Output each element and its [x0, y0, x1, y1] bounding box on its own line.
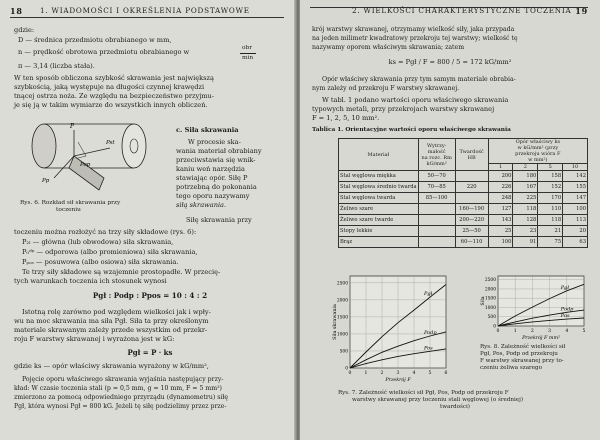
table-row [339, 182, 588, 193]
cell-ks-value: 128 [513, 215, 538, 226]
cell-rm: 50—70 [418, 171, 455, 182]
cell-ks-value: 226 [488, 182, 513, 193]
figure-7-chart [330, 272, 450, 382]
section-line: kaniu weń narzędzia [176, 165, 245, 173]
table-title: Tablica 1. Orientacyjne wartości oporu właściwego skrawania [312, 127, 511, 133]
y-axis-label: Siła skrawania [333, 304, 338, 340]
cell-ks-value: 200 [488, 171, 513, 182]
figure-8-chart [478, 272, 588, 340]
para-line: nym zależy od przekroju F warstwy skrawanej. [312, 85, 460, 92]
force-def: Pₚₒₛ — posuwowa (albo osiowa) siła skrawania. [22, 258, 179, 266]
cell-rm [418, 215, 455, 226]
cell-rm [418, 237, 455, 248]
cell-ks-value: 21 [538, 226, 563, 237]
col-header-f: 5 [538, 164, 563, 171]
table-row [339, 171, 588, 182]
para-line: Te trzy siły składowe są wzajemnie prostopadłe. W przecię- [22, 268, 221, 276]
cell-ks-value: 100 [563, 204, 588, 215]
series-label: Pgł [560, 284, 569, 291]
cell-material: Żeliwo szare [339, 204, 419, 215]
def-line: n — prędkość obrotowa przedmiotu obrabianego w [18, 48, 190, 56]
para-line: toczeniu można rozłożyć na trzy siły składowe (rys. 6): [14, 228, 197, 236]
fig8-caption-line: F warstwy skrawanej przy to- [480, 358, 564, 364]
fig8-caption-line: czeniu żeliwa szarego [480, 365, 542, 371]
cell-ks-value: 118 [513, 204, 538, 215]
fig-label-p: P [70, 123, 75, 130]
x-axis-label: Przekrój F mm² [522, 336, 560, 341]
figure-6-lathe-diagram [14, 116, 164, 196]
y-tick-label: 2500 [336, 281, 348, 287]
cell-ks-value: 110 [538, 204, 563, 215]
y-tick-label: 1000 [336, 332, 348, 338]
cell-ks-value: 100 [488, 237, 513, 248]
col-header-opor: Opór właściwy ks w kG/mm² (przy przekroju wióra F w mm²) [488, 139, 587, 164]
cell-hb: 220 [455, 182, 488, 193]
cell-ks-value: 127 [488, 204, 513, 215]
cell-hb: 25—50 [455, 226, 488, 237]
para-line: Istotną rolę zarówno pod względem wielkości jak i wpły- [22, 308, 211, 316]
col-header-f: 10 [563, 164, 588, 171]
table-row [339, 215, 588, 226]
cell-hb: 160—190 [455, 204, 488, 215]
x-tick-label: 1 [513, 329, 517, 334]
series-label: Podp [424, 329, 437, 336]
para-line: typowych metali, przy przekrojach warstwy skrawanej [312, 105, 495, 113]
cell-ks-value: 75 [538, 237, 563, 248]
obr-fraction-top: obr [242, 45, 252, 51]
right-header [310, 6, 588, 16]
fig-label-pp: Pp [42, 178, 50, 184]
right-header-title: 2. WIELKOŚCI CHARAKTERYSTYCZNE TOCZENIA [352, 6, 572, 15]
fig-label-pst: Pst [106, 140, 115, 146]
cell-ks-value: 248 [488, 193, 513, 204]
x-tick-label: 5 [428, 371, 432, 376]
para-line: je się ją w takim wymiarze do wszystkich innych obliczeń. [14, 101, 208, 109]
cell-rm [418, 204, 455, 215]
cell-material: Żeliwo szare twarde [339, 215, 419, 226]
fig7-caption-line: warstwy skrawanej przy toczeniu stali węglowej (o średniej) [352, 397, 524, 403]
para-line: tnącej ostrza noża. Ze względu na bezpieczeństwo przyjmu- [14, 92, 215, 100]
para-line: tych warunkach toczenia ich stosunek wynosi [14, 277, 167, 285]
obr-fraction-bottom: min [242, 55, 254, 61]
x-tick-label: 4 [565, 329, 569, 334]
series-label: Pos [424, 345, 433, 352]
fig7-caption-line: Rys. 7. Zależność wielkości sił Pgł, Pos, Podp od przekroju F [338, 390, 509, 396]
cell-material: Stopy lekkie [339, 226, 419, 237]
x-tick-label: 3 [396, 371, 400, 376]
cell-ks-value: 158 [538, 171, 563, 182]
cell-ks-value: 118 [538, 215, 563, 226]
para-line: Pgł, która wynosi Pgł = 800 kG. Jeżeli tę siłę podzielimy przez prze- [14, 403, 227, 410]
force-def: P₀ᵈᵖ — odporowa (albo promieniowa) siła skrawania, [22, 248, 198, 256]
table-header-row [339, 139, 588, 164]
fig6-caption-line: toczeniu [56, 207, 81, 213]
col-header-rm: Wytrzy- małość na rozc. Rm kG/mm² [418, 139, 455, 171]
fig7-caption-line: twardości) [440, 404, 470, 410]
col-header-material: Materiał [339, 139, 419, 171]
cell-material: Stal węglowa miękka [339, 171, 419, 182]
table-1-specific-resistance [338, 138, 588, 248]
cell-ks-value: 143 [488, 215, 513, 226]
para-line: zmierzono za pomocą odpowiedniego przyrządu (dynamometru) siłę [14, 394, 229, 401]
fig8-caption-line: Pgł, Pos, Podp od przekroju [480, 351, 558, 357]
pgl-formula: Pgł = P · ks [127, 348, 173, 357]
x-tick-label: 3 [548, 329, 552, 334]
x-tick-label: 0 [348, 371, 352, 376]
right-page-number: 19 [575, 6, 588, 16]
cell-ks-value: 152 [538, 182, 563, 193]
left-page-number: 18 [10, 6, 23, 16]
def-line: π — 3,14 (liczba stała). [18, 62, 95, 70]
fig8-caption-line: Rys. 8. Zależność wielkości sił [480, 344, 566, 350]
y-tick-label: 500 [339, 349, 348, 355]
cell-ks-value: 167 [513, 182, 538, 193]
table-row [339, 204, 588, 215]
para-line: W ten sposób obliczona szybkość skrawania jest największą [14, 74, 214, 82]
cell-hb: 60—110 [455, 237, 488, 248]
cell-ks-value: 147 [563, 193, 588, 204]
y-axis-label: Siła [481, 296, 486, 306]
y-tick-label: 2000 [336, 298, 348, 304]
para-line: Siłę skrawania przy [186, 216, 252, 224]
ratio-formula: Pgł : Podp : Ppos = 10 : 4 : 2 [92, 291, 208, 300]
para-line: szybkością, jaką występuje na długości czynnej krawędzi [14, 83, 205, 91]
left-header-title: 1. WIADOMOŚCI I OKREŚLENIA PODSTAWOWE [40, 6, 250, 15]
cell-ks-value: 23 [513, 226, 538, 237]
cell-ks-value: 63 [563, 237, 588, 248]
para-line: wu na moc skrawania ma siła Pgł. Siła ta przy określonym [14, 317, 209, 325]
cell-hb [455, 171, 488, 182]
y-tick-label: 1500 [336, 315, 348, 321]
ks-definition: gdzie ks — opór właściwy skrawania wyrażony w kG/mm², [14, 362, 209, 370]
x-tick-label: 2 [530, 329, 534, 334]
left-header [10, 6, 284, 18]
series-label: Pgł [424, 291, 433, 298]
table-row [339, 193, 588, 204]
cell-rm: 70—85 [418, 182, 455, 193]
para-line: krój warstwy skrawanej, otrzymamy wielkość siły, jaka przypada [312, 26, 515, 33]
cell-ks-value: 142 [563, 171, 588, 182]
section-line: wania materiał obrabiany [176, 147, 262, 155]
para-line: W tabl. 1 podano wartości oporu właściwego skrawania [322, 96, 509, 104]
def-line: D — średnica przedmiotu obrabianego w mm, [18, 36, 172, 44]
para-line: roju F warstwy skrawanej i wyrażona jest w kG: [14, 335, 175, 343]
section-line: przeciwstawia się wnik- [176, 156, 256, 164]
y-tick-label: 500 [487, 315, 496, 321]
cell-ks-value: 180 [513, 171, 538, 182]
para-line: nazywamy oporem właściwym skrawania; zatem [312, 44, 465, 51]
section-line: siłą skrawania. [176, 201, 227, 209]
para-line: Pojęcie oporu właściwego skrawania wyjaśnia następujący przy- [22, 376, 224, 383]
series-label: Pos [560, 313, 570, 320]
y-tick-label: 1000 [484, 305, 496, 311]
fig6-caption-line: Rys. 6. Rozkład sił skrawania przy [20, 200, 121, 206]
section-title: c. Siła skrawania [176, 126, 239, 134]
cell-ks-value: 170 [538, 193, 563, 204]
section-line: stawiając opór. Siłę P [176, 174, 248, 182]
cell-material: Brąz [339, 237, 419, 248]
y-tick-label: 2500 [484, 278, 496, 284]
para-line: materiale skrawanym zależy przede wszystkim od przekr- [14, 326, 208, 334]
x-tick-label: 4 [412, 371, 416, 376]
y-tick-label: 0 [345, 366, 348, 372]
table-row [339, 237, 588, 248]
cell-ks-value: 25 [488, 226, 513, 237]
para-line: na jeden milimetr kwadratowy przekroju tej warstwy; wielkość tę [312, 35, 518, 42]
x-tick-label: 2 [380, 371, 384, 376]
cell-ks-value: 225 [513, 193, 538, 204]
fig-label-pop: Pop [80, 162, 91, 168]
ks-formula: ks = Pgł / F = 800 / 5 = 172 kG/mm² [388, 58, 512, 66]
cell-rm: 85—100 [418, 193, 455, 204]
col-header-hb: Twardość HB [455, 139, 488, 171]
section-line: potrzebną do pokonania [176, 183, 257, 191]
y-tick-label: 0 [493, 324, 496, 330]
col-header-f: 1 [488, 164, 513, 171]
x-tick-label: 6 [444, 371, 448, 376]
x-tick-label: 0 [496, 329, 500, 334]
cell-rm [418, 226, 455, 237]
series-label: Podp [560, 306, 574, 313]
cell-hb [455, 193, 488, 204]
cell-ks-value: 113 [563, 215, 588, 226]
x-tick-label: 1 [364, 371, 368, 376]
para-line: F = 1, 2, 5, 10 mm². [312, 114, 380, 122]
y-tick-label: 1500 [484, 296, 496, 302]
x-tick-label: 5 [582, 329, 586, 334]
left-page [0, 0, 296, 440]
section-line: tego oporu nazywamy [176, 192, 250, 200]
cell-ks-value: 91 [513, 237, 538, 248]
cell-material: Stal węglowa twarda [339, 193, 419, 204]
y-tick-label: 2000 [484, 287, 496, 293]
cell-ks-value: 20 [563, 226, 588, 237]
section-line: W procesie ska- [188, 138, 241, 146]
cell-hb: 200—220 [455, 215, 488, 226]
gdzie-label: gdzie: [14, 26, 35, 34]
para-line: Opór właściwy skrawania przy tym samym materiale obrabia- [322, 76, 516, 83]
cell-material: Stal węglowa średnio twarda [339, 182, 419, 193]
cell-ks-value: 155 [563, 182, 588, 193]
col-header-f: 2 [513, 164, 538, 171]
force-def: P₂ₗ — główna (lub obwodowa) siła skrawania, [22, 238, 174, 246]
table-row [339, 226, 588, 237]
para-line: kład: W czasie toczenia stali (p = 0,5 mm, g = 10 mm, F = 5 mm²) [14, 385, 222, 392]
x-axis-label: Przekrój F [385, 378, 411, 383]
